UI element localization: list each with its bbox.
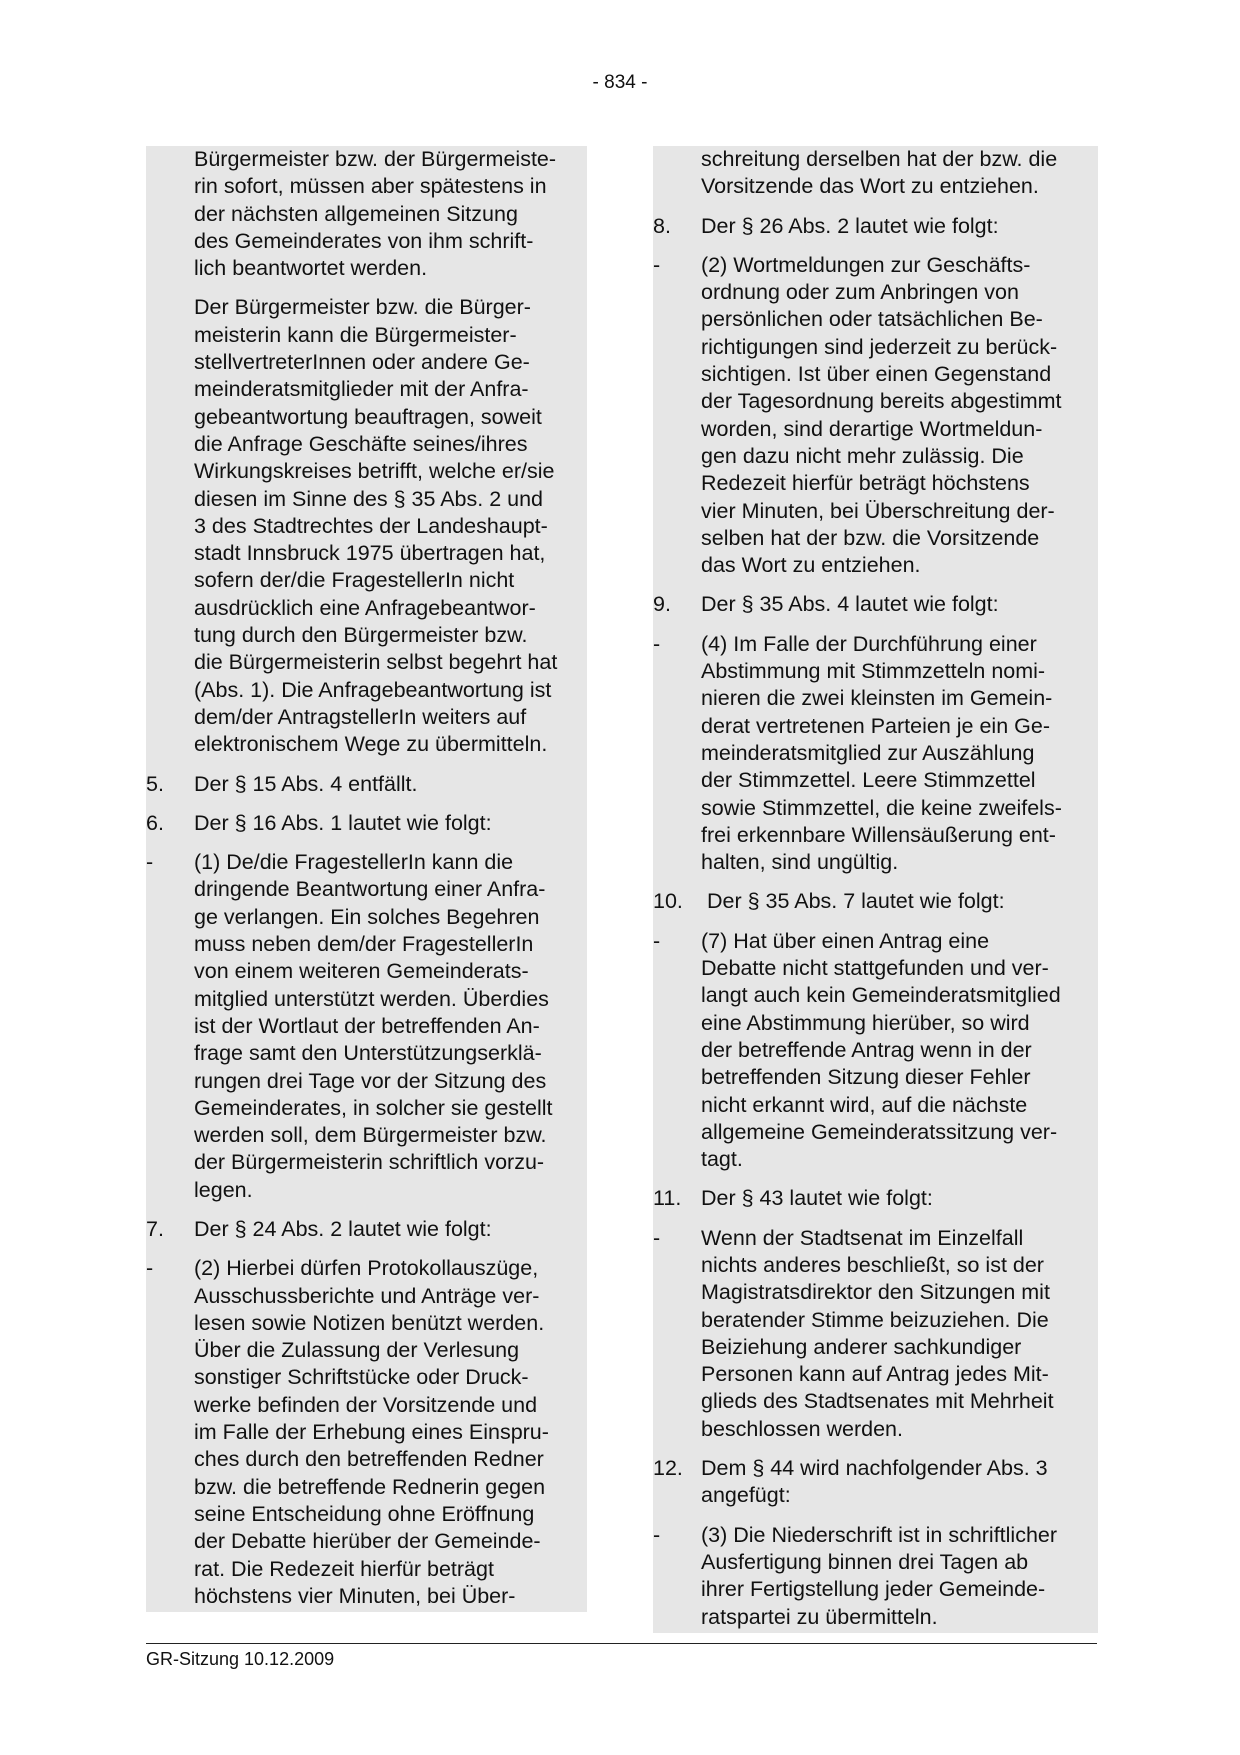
- paragraph: [653, 1455, 1098, 1510]
- text-line: die Bürgermeisterin selbst begehrt hat: [194, 650, 558, 675]
- paragraph: [146, 810, 587, 837]
- paragraph: [146, 1255, 587, 1610]
- text-line: selben hat der bzw. die Vorsitzende: [701, 525, 1040, 550]
- text-line: (Abs. 1). Die Anfragebeantwortung ist: [194, 677, 552, 702]
- paragraph-text: [701, 213, 1098, 240]
- text-line: 3 des Stadtrechtes der Landeshaupt-: [194, 513, 548, 538]
- paragraph-text: [701, 888, 1098, 915]
- text-line: elektronischem Wege zu übermitteln.: [194, 732, 548, 757]
- paragraph-text: [194, 294, 587, 758]
- text-line: sichtigen. Ist über einen Gegenstand: [701, 362, 1052, 387]
- text-line: der Debatte hierüber der Gemeinde-: [194, 1529, 541, 1554]
- text-line: (2) Wortmeldungen zur Geschäfts-: [701, 252, 1031, 277]
- paragraph-text: [194, 849, 587, 1204]
- text-line: rin sofort, müssen aber spätestens in: [194, 174, 547, 199]
- paragraph-label: 7.: [146, 1216, 164, 1241]
- paragraph-label: 11.: [653, 1186, 682, 1211]
- paragraph-text: [701, 252, 1098, 580]
- text-line: betreffenden Sitzung dieser Fehler: [701, 1065, 1031, 1090]
- text-line: Der § 35 Abs. 7 lautet wie folgt:: [701, 889, 1005, 914]
- text-line: mitglied unterstützt werden. Überdies: [194, 986, 549, 1011]
- text-line: das Wort zu entziehen.: [701, 553, 921, 578]
- paragraph-text: [701, 591, 1098, 618]
- text-line: der Tagesordnung bereits abgestimmt: [701, 389, 1062, 414]
- paragraph-label: 9.: [653, 592, 671, 617]
- text-line: (2) Hierbei dürfen Protokollauszüge,: [194, 1256, 539, 1281]
- text-line: sowie Stimmzettel, die keine zweifels-: [701, 795, 1062, 820]
- text-line: des Gemeinderates von ihm schrift-: [194, 228, 534, 253]
- footer-rule: [146, 1643, 1097, 1644]
- paragraph: [653, 928, 1098, 1174]
- text-line: meinderatsmitglied zur Auszählung: [701, 740, 1035, 765]
- text-line: (1) De/die FragestellerIn kann die: [194, 850, 514, 875]
- text-line: angefügt:: [701, 1483, 791, 1508]
- text-line: rat. Die Redezeit hierfür beträgt: [194, 1556, 494, 1581]
- text-line: Beiziehung anderer sachkundiger: [701, 1334, 1022, 1359]
- text-line: diesen im Sinne des § 35 Abs. 2 und: [194, 486, 544, 511]
- text-line: der Bürgermeisterin schriftlich vorzu-: [194, 1150, 545, 1175]
- text-line: Der § 15 Abs. 4 entfällt.: [194, 771, 418, 796]
- text-line: gen dazu nicht mehr zulässig. Die: [701, 443, 1024, 468]
- paragraph: [653, 631, 1098, 877]
- paragraph-label: -: [146, 850, 154, 875]
- paragraph-text: [194, 1255, 587, 1610]
- text-line: bzw. die betreffende Rednerin gegen: [194, 1474, 546, 1499]
- text-line: ge verlangen. Ein solches Begehren: [194, 904, 540, 929]
- text-line: lich beantwortet werden.: [194, 256, 428, 281]
- text-line: lesen sowie Notizen benützt werden.: [194, 1310, 545, 1335]
- paragraph-text: [701, 1185, 1098, 1212]
- text-line: höchstens vier Minuten, bei Über-: [194, 1583, 516, 1608]
- paragraph-label: -: [653, 631, 661, 656]
- text-line: der betreffende Antrag wenn in der: [701, 1037, 1032, 1062]
- text-line: frei erkennbare Willensäußerung ent-: [701, 822, 1056, 847]
- paragraph-label: -: [146, 1256, 154, 1281]
- paragraph-label: -: [653, 1522, 661, 1547]
- text-line: ihrer Fertigstellung jeder Gemeinde-: [701, 1577, 1046, 1602]
- paragraph-label: -: [653, 1225, 661, 1250]
- text-line: nieren die zwei kleinsten im Gemein-: [701, 686, 1053, 711]
- text-line: Der § 16 Abs. 1 lautet wie folgt:: [194, 810, 492, 835]
- paragraph-text: [701, 928, 1098, 1174]
- text-line: meinderatsmitglieder mit der Anfra-: [194, 377, 529, 402]
- text-line: werke befinden der Vorsitzende und: [194, 1392, 538, 1417]
- paragraph-label: 12.: [653, 1456, 683, 1481]
- text-line: dem/der AntragstellerIn weiters auf: [194, 704, 527, 729]
- text-line: halten, sind ungültig.: [701, 850, 899, 875]
- text-line: Vorsitzende das Wort zu entziehen.: [701, 174, 1039, 199]
- text-line: ratspartei zu übermitteln.: [701, 1604, 938, 1629]
- text-line: Der § 43 lautet wie folgt:: [701, 1186, 933, 1211]
- text-line: im Falle der Erhebung eines Einspru-: [194, 1420, 549, 1445]
- page-number: - 834 -: [592, 72, 648, 93]
- paragraph-label: 8.: [653, 213, 671, 238]
- paragraph-text: [701, 146, 1098, 201]
- text-line: Abstimmung mit Stimmzetteln nomi-: [701, 659, 1046, 684]
- paragraph-label: -: [653, 928, 661, 953]
- paragraph-text: [194, 810, 587, 837]
- text-line: rungen drei Tage vor der Sitzung des: [194, 1068, 547, 1093]
- paragraph: [146, 146, 587, 282]
- text-line: eine Abstimmung hierüber, so wird: [701, 1010, 1030, 1035]
- text-line: die Anfrage Geschäfte seines/ihres: [194, 431, 528, 456]
- paragraph: [653, 888, 1098, 915]
- text-line: sonstiger Schriftstücke oder Druck-: [194, 1365, 529, 1390]
- paragraph-text: [701, 1455, 1098, 1510]
- paragraph-label: 10.: [653, 889, 683, 914]
- text-line: nichts anderes beschließt, so ist der: [701, 1252, 1044, 1277]
- paragraph-text: [701, 1522, 1098, 1631]
- text-line: Debatte nicht stattgefunden und ver-: [701, 956, 1049, 981]
- text-line: beratender Stimme beizuziehen. Die: [701, 1307, 1049, 1332]
- text-line: Magistratsdirektor den Sitzungen mit: [701, 1280, 1050, 1305]
- text-line: Personen kann auf Antrag jedes Mit-: [701, 1362, 1049, 1387]
- text-line: schreitung derselben hat der bzw. die: [701, 147, 1058, 171]
- paragraph: [653, 252, 1098, 580]
- left-column: [146, 146, 587, 1612]
- paragraph: [653, 591, 1098, 618]
- text-line: langt auch kein Gemeinderatsmitglied: [701, 983, 1061, 1008]
- text-line: Gemeinderates, in solcher sie gestellt: [194, 1095, 553, 1120]
- text-line: gebeantwortung beauftragen, soweit: [194, 404, 542, 429]
- paragraph: [146, 1216, 587, 1243]
- text-line: von einem weiteren Gemeinderats-: [194, 959, 529, 984]
- footer-text: GR-Sitzung 10.12.2009: [146, 1649, 335, 1669]
- text-line: ist der Wortlaut der betreffenden An-: [194, 1013, 540, 1038]
- text-line: tagt.: [701, 1147, 743, 1172]
- text-line: ches durch den betreffenden Redner: [194, 1447, 544, 1472]
- text-line: (7) Hat über einen Antrag eine: [701, 928, 990, 953]
- text-line: meisterin kann die Bürgermeister-: [194, 322, 517, 347]
- paragraph-label: -: [653, 252, 661, 277]
- paragraph: [146, 294, 587, 758]
- text-line: allgemeine Gemeinderatssitzung ver-: [701, 1119, 1058, 1144]
- paragraph: [653, 1185, 1098, 1212]
- text-line: vier Minuten, bei Überschreitung der-: [701, 498, 1055, 523]
- text-line: worden, sind derartige Wortmeldun-: [701, 416, 1043, 441]
- text-line: Über die Zulassung der Verlesung: [194, 1338, 520, 1363]
- text-line: legen.: [194, 1177, 253, 1202]
- text-line: richtigungen sind jederzeit zu berück-: [701, 334, 1058, 359]
- text-line: (4) Im Falle der Durchführung einer: [701, 631, 1037, 656]
- text-line: stadt Innsbruck 1975 übertragen hat,: [194, 541, 546, 566]
- text-line: der Stimmzettel. Leere Stimmzettel: [701, 768, 1036, 793]
- paragraph: [146, 771, 587, 798]
- paragraph: [653, 1522, 1098, 1631]
- text-line: Der § 24 Abs. 2 lautet wie folgt:: [194, 1216, 492, 1241]
- text-line: Der § 26 Abs. 2 lautet wie folgt:: [701, 213, 999, 238]
- text-line: Der Bürgermeister bzw. die Bürger-: [194, 295, 531, 320]
- paragraph: [653, 1225, 1098, 1443]
- paragraph: [653, 146, 1098, 201]
- paragraph-text: [194, 146, 587, 282]
- text-line: Redezeit hierfür beträgt höchstens: [701, 471, 1030, 496]
- text-line: stellvertreterInnen oder andere Ge-: [194, 350, 530, 375]
- text-line: Ausfertigung binnen drei Tagen ab: [701, 1549, 1029, 1574]
- paragraph-text: [701, 1225, 1098, 1443]
- text-line: sofern der/die FragestellerIn nicht: [194, 568, 515, 593]
- text-line: Dem § 44 wird nachfolgender Abs. 3: [701, 1456, 1048, 1481]
- text-line: seine Entscheidung ohne Eröffnung: [194, 1501, 535, 1526]
- text-line: beschlossen werden.: [701, 1416, 903, 1441]
- text-line: derat vertretenen Parteien je ein Ge-: [701, 713, 1050, 738]
- text-line: werden soll, dem Bürgermeister bzw.: [194, 1123, 547, 1148]
- text-line: nicht erkannt wird, auf die nächste: [701, 1092, 1028, 1117]
- text-line: ordnung oder zum Anbringen von: [701, 280, 1019, 305]
- text-line: Wenn der Stadtsenat im Einzelfall: [701, 1225, 1024, 1250]
- text-line: muss neben dem/der FragestellerIn: [194, 932, 534, 957]
- paragraph-text: [194, 1216, 587, 1243]
- text-line: frage samt den Unterstützungserklä-: [194, 1041, 542, 1066]
- text-line: Ausschussberichte und Anträge ver-: [194, 1283, 540, 1308]
- text-line: persönlichen oder tatsächlichen Be-: [701, 307, 1043, 332]
- text-line: ausdrücklich eine Anfragebeantwor-: [194, 595, 536, 620]
- text-line: der nächsten allgemeinen Sitzung: [194, 201, 518, 226]
- text-line: tung durch den Bürgermeister bzw.: [194, 623, 528, 648]
- text-line: dringende Beantwortung einer Anfra-: [194, 877, 546, 902]
- paragraph: [653, 213, 1098, 240]
- paragraph-text: [194, 771, 587, 798]
- paragraph-label: 6.: [146, 810, 164, 835]
- text-line: glieds des Stadtsenates mit Mehrheit: [701, 1389, 1054, 1414]
- text-line: Der § 35 Abs. 4 lautet wie folgt:: [701, 592, 999, 617]
- paragraph: [146, 849, 587, 1204]
- right-column: [653, 146, 1098, 1633]
- text-line: Wirkungskreises betrifft, welche er/sie: [194, 459, 555, 484]
- text-line: (3) Die Niederschrift ist in schriftlicher: [701, 1522, 1058, 1547]
- paragraph-text: [701, 631, 1098, 877]
- text-line: Bürgermeister bzw. der Bürgermeiste-: [194, 147, 557, 171]
- paragraph-label: 5.: [146, 771, 164, 796]
